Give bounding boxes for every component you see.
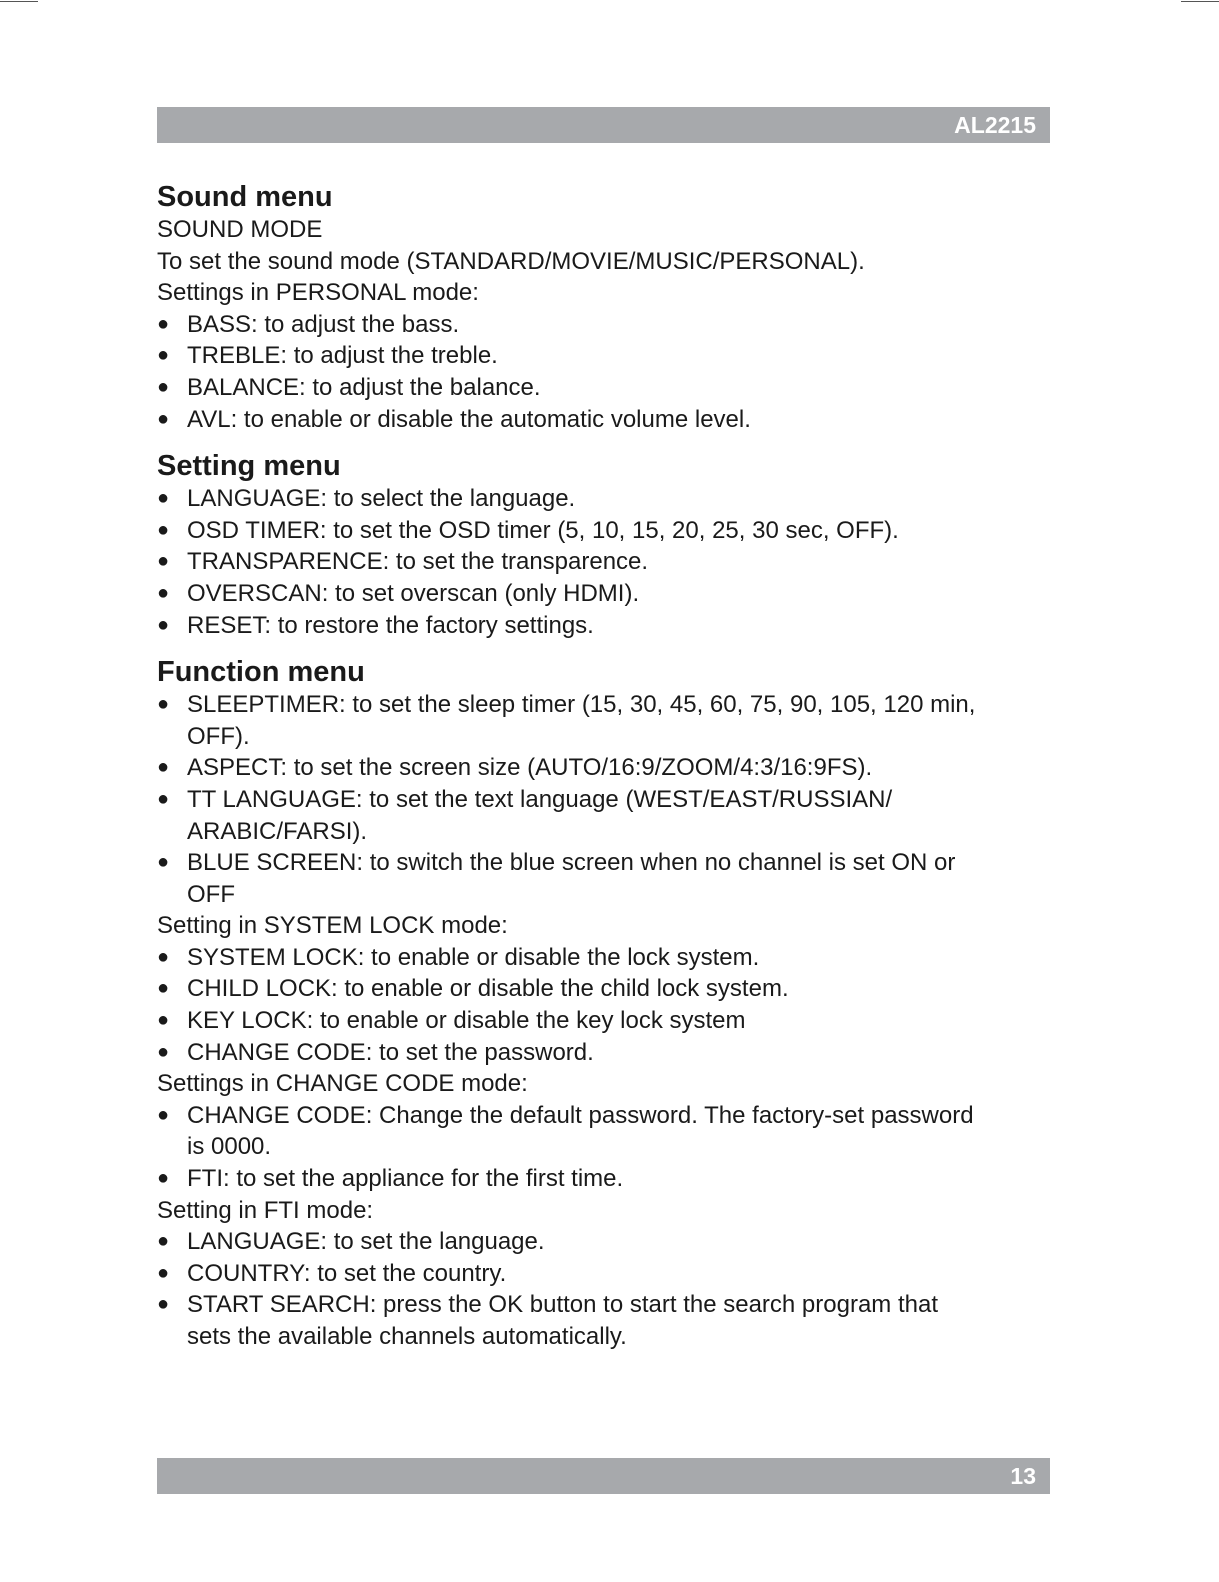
crop-mark-right	[1181, 1, 1219, 2]
list-item: ● ASPECT: to set the screen size (AUTO/16:9/ZOOM/4:3/16:9FS).	[157, 752, 1057, 784]
model-number: AL2215	[954, 112, 1036, 138]
bullet-icon: ●	[157, 756, 170, 779]
crop-mark-left	[0, 1, 38, 2]
sound-mode-description: To set the sound mode (STANDARD/MOVIE/MUSIC/PERSONAL).	[157, 247, 865, 275]
sound-menu-heading: Sound menu	[157, 181, 333, 213]
bullet-icon: ●	[157, 581, 170, 604]
list-item: ● BLUE SCREEN: to switch the blue screen when no channel is set ON or OFF	[157, 847, 1057, 910]
list-item: ● TT LANGUAGE: to set the text language (WEST/EAST/RUSSIAN/ ARABIC/FARSI).	[157, 784, 1057, 847]
list-item: ● SLEEPTIMER: to set the sleep timer (15, 30, 45, 60, 75, 90, 105, 120 min, OFF).	[157, 689, 1057, 752]
list-item: ● OSD TIMER: to set the OSD timer (5, 10, 15, 20, 25, 30 sec, OFF).	[157, 515, 1057, 547]
change-code-label: Settings in CHANGE CODE mode:	[157, 1070, 528, 1098]
list-item: ● AVL: to enable or disable the automatic volume level.	[157, 404, 1057, 436]
header-bar	[157, 107, 1050, 143]
bullet-icon: ●	[157, 1040, 170, 1063]
bullet-icon: ●	[157, 613, 170, 636]
page-content	[157, 180, 1057, 1353]
bullet-icon: ●	[157, 550, 170, 573]
bullet-icon: ●	[157, 312, 170, 335]
function-menu-heading: Function menu	[157, 656, 365, 689]
footer-bar	[157, 1458, 1050, 1494]
bullet-icon: ●	[157, 945, 170, 968]
bullet-icon: ●	[157, 1261, 170, 1284]
list-item: ● KEY LOCK: to enable or disable the key lock system	[157, 1005, 1057, 1037]
list-item: ● START SEARCH: press the OK button to start the search program that sets the available channels automatically.	[157, 1289, 1057, 1352]
bullet-icon: ●	[157, 693, 170, 716]
list-item: ● COUNTRY: to set the country.	[157, 1258, 1057, 1290]
bullet-icon: ●	[157, 487, 170, 510]
bullet-icon: ●	[157, 1167, 170, 1190]
sound-menu-section	[157, 180, 1057, 435]
bullet-icon: ●	[157, 1103, 170, 1126]
list-item: ● CHILD LOCK: to enable or disable the child lock system.	[157, 973, 1057, 1005]
system-lock-label: Setting in SYSTEM LOCK mode:	[157, 912, 508, 940]
personal-mode-label: Settings in PERSONAL mode:	[157, 279, 479, 307]
function-menu-section	[157, 655, 1057, 1352]
bullet-icon: ●	[157, 344, 170, 367]
bullet-icon: ●	[157, 787, 170, 810]
list-item: ● BASS: to adjust the bass.	[157, 309, 1057, 341]
list-item: ● RESET: to restore the factory settings.	[157, 610, 1057, 642]
page-number: 13	[1010, 1463, 1036, 1489]
list-item: ● OVERSCAN: to set overscan (only HDMI).	[157, 578, 1057, 610]
setting-menu-heading: Setting menu	[157, 450, 341, 483]
list-item: ● LANGUAGE: to select the language.	[157, 483, 1057, 515]
bullet-icon: ●	[157, 1293, 170, 1316]
list-item: ● BALANCE: to adjust the balance.	[157, 372, 1057, 404]
list-item: ● TRANSPARENCE: to set the transparence.	[157, 546, 1057, 578]
bullet-icon: ●	[157, 977, 170, 1000]
bullet-icon: ●	[157, 1009, 170, 1032]
setting-menu-section	[157, 449, 1057, 641]
list-item: ● CHANGE CODE: to set the password.	[157, 1037, 1057, 1069]
list-item: ● SYSTEM LOCK: to enable or disable the lock system.	[157, 942, 1057, 974]
bullet-icon: ●	[157, 851, 170, 874]
sound-mode-label: SOUND MODE	[157, 216, 323, 243]
bullet-icon: ●	[157, 1230, 170, 1253]
bullet-icon: ●	[157, 375, 170, 398]
bullet-icon: ●	[157, 518, 170, 541]
list-item: ● CHANGE CODE: Change the default password. The factory-set password is 0000.	[157, 1100, 1057, 1163]
list-item: ● FTI: to set the appliance for the first time.	[157, 1163, 1057, 1195]
list-item: ● LANGUAGE: to set the language.	[157, 1226, 1057, 1258]
bullet-icon: ●	[157, 407, 170, 430]
fti-mode-label: Setting in FTI mode:	[157, 1196, 374, 1224]
list-item: ● TREBLE: to adjust the treble.	[157, 340, 1057, 372]
